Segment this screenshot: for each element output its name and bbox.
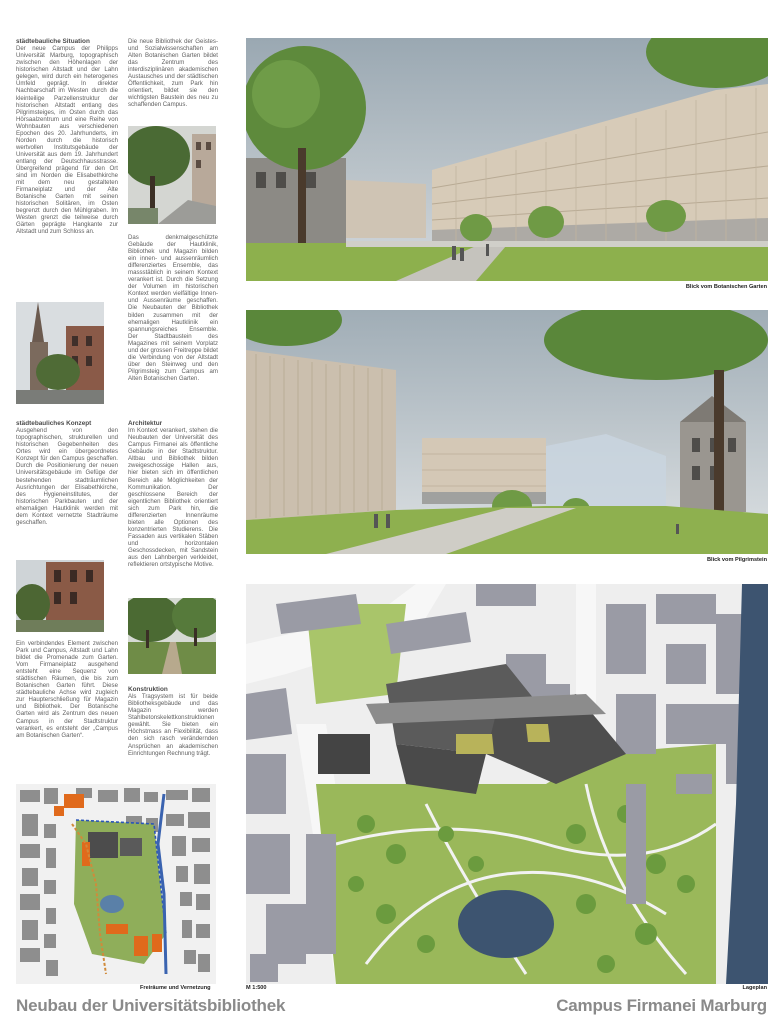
- site-plan: [246, 584, 768, 984]
- text-ensemble: [128, 234, 218, 382]
- footer-project-title: Neubau der Universitätsbibliothek: [16, 996, 286, 1015]
- body-promenade: Ein verbindendes Element zwischen Park und Campus, Altstadt und Lahn bildet die Promenade zum Garten. Vom Firmaneiplatz ausgehend entsteht eine Sequenz von städtischen Räumen, die bis zum Botanischen Garten führt. Diese städtebauliche Achse wird zugleich zur Haupterschließung für Magazin und Bibliothek. Der Botanische Garten wird als Zentrum des neuen Campus in der Stadtstruktur verankert, es entsteht der „Campus am Botanischen Garten“.: [16, 640, 118, 739]
- text-library-intro: [128, 38, 218, 108]
- heading-construction: Konstruktion: [128, 686, 168, 693]
- heading-situation: städtebauliche Situation: [16, 38, 90, 45]
- body-situation: Der neue Campus der Philipps Universität Marburg, topographisch zwischen den Höhenlagen der historischen Altstadt und der Lahn gelegen, wird durch ein heterogenes Umfeld geprägt. In direkter Nachbarschaft im Westen durch die kleinteilige Parzellenstruktur der historischen Altstadt entlang des Pilgrimsteiges, im Osten durch das Hörsaalzentrum und eine Reihe von Wohnbauten aus verschiedenen Epochen des 20. Jahrhunderts, im Norden durch die historisch wertvollen Institutsgebäude der Universität aus dem 19. Jahrhundert entlang der Deutschhausstrasse. Übergreifend prägend für den Ort sind im Norden die Elisabethkirche mit dem neu gestalteten Firmaneiplatz und der Alte Botanische Garten mit seinen historischen Solitären, im Osten begrenzt durch den Mühlgraben. Im Westen grenzt die teilweise durch Gärten geprägte Hangkante zur Altstadt und zum Schloss an.: [16, 45, 118, 236]
- render-pilgrimstein-view: [246, 310, 768, 554]
- body-ensemble: Das denkmalgeschützte Gebäude der Hautklinik, Bibliothek und Magazin bilden ein innen- und aussenräumlich differenziertes Ensemble, das massstäblich in seinem Kontext verankert ist. Durch die Setzung der Volumen im historischen Kontext werden vielfältige Innen- und Aussenräume geschaffen. Die Neubauten der Bibliothek bilden zusammen mit der ehemaligen Hautklinik ein spannungsreiches Ensemble. Der Stadtbaustein des Magazines mit seinem Vorplatz und der grossen Freitreppe bildet die Verbindung von der Altstadt über den Steinweg und den Pilgrimsteig zum Campus am Alten Botanischen Garten.: [128, 234, 218, 382]
- body-architecture: Im Kontext verankert, stehen die Neubauten der Universität des Campus Firmanei als öffentliche Gebäude in der Stadtstruktur. Altbau und Bibliothek bilden zweigeschossige Hallen aus, hier bieten sich im öffentlichen Bereich alle Möglichkeiten der Kommunikation. Der geschlossene Bereich der eigentlichen Bibliothek orientiert sich zum Park hin, die differenzierten Innenräume bieten alle Optionen des konzentrierten Studierens. Die Fassaden aus vertikalen Stäben und horizontalen Geschossdecken, mit Sandstein aus den Lahnbergen verkleidet, reflektieren ortstypische Motive.: [128, 427, 218, 569]
- caption-site-plan: Lageplan: [742, 985, 767, 991]
- footer-campus-title: Campus Firmanei Marburg: [556, 996, 767, 1015]
- text-situation: [16, 38, 118, 235]
- heading-concept: städtebauliches Konzept: [16, 420, 92, 427]
- photo-garden-path: [128, 598, 216, 674]
- render-botanical-garden-view: [246, 38, 768, 281]
- body-construction: Als Tragsystem ist für beide Bibliotheksgebäude und das Magazin werden Stahlbetonskelettkonstruktionen gewählt. Sie bieten ein Höchstmass an Flexibilität, dass den sich rasch verändernden Ansprüchen an akademischen Einrichtungen Rechnung trägt.: [128, 693, 218, 757]
- photo-street-tree: [128, 126, 216, 224]
- text-concept: [16, 420, 118, 526]
- body-concept: Ausgehend von den topographischen, strukturellen und historischen Gegebenheiten des Ortes wird ein übergeordnetes Konzept für den Campus geschaffen. Durch die Positionierung der neuen Universitätsgebäude im Gefüge der bestehenden stadträumlichen Ausrichtungen der Elisabethkirche, des Hygieneinstitutes, der historischen Parkbauten und der ehemaligen Hautklinik werden mit dem Kontext vernetzte Stadträume geschaffen.: [16, 427, 118, 526]
- text-promenade: [16, 640, 118, 739]
- caption-pilgrimstein-view: Blick vom Pilgrimstein: [707, 557, 767, 563]
- text-construction: [128, 686, 218, 757]
- caption-scale: M 1:500: [246, 985, 267, 991]
- map-open-spaces: [16, 784, 216, 984]
- caption-open-spaces: Freiräume und Vernetzung: [140, 985, 211, 991]
- photo-church-street: [16, 302, 104, 404]
- heading-architecture: Architektur: [128, 420, 163, 427]
- caption-botanical-garden-view: Blick vom Botanischen Garten: [685, 284, 767, 290]
- text-architecture: [128, 420, 218, 568]
- photo-historic-building: [16, 560, 104, 632]
- body-library-intro: Die neue Bibliothek der Geistes- und Sozialwissenschaften am Alten Botanischen Garten bildet das Zentrum des interdisziplinären akademischen Austausches und der städtischen Öffentlichkeit, zum Park hin orientiert, bildet sie den wichtigsten Baustein des neu zu schaffenden Campus.: [128, 38, 218, 109]
